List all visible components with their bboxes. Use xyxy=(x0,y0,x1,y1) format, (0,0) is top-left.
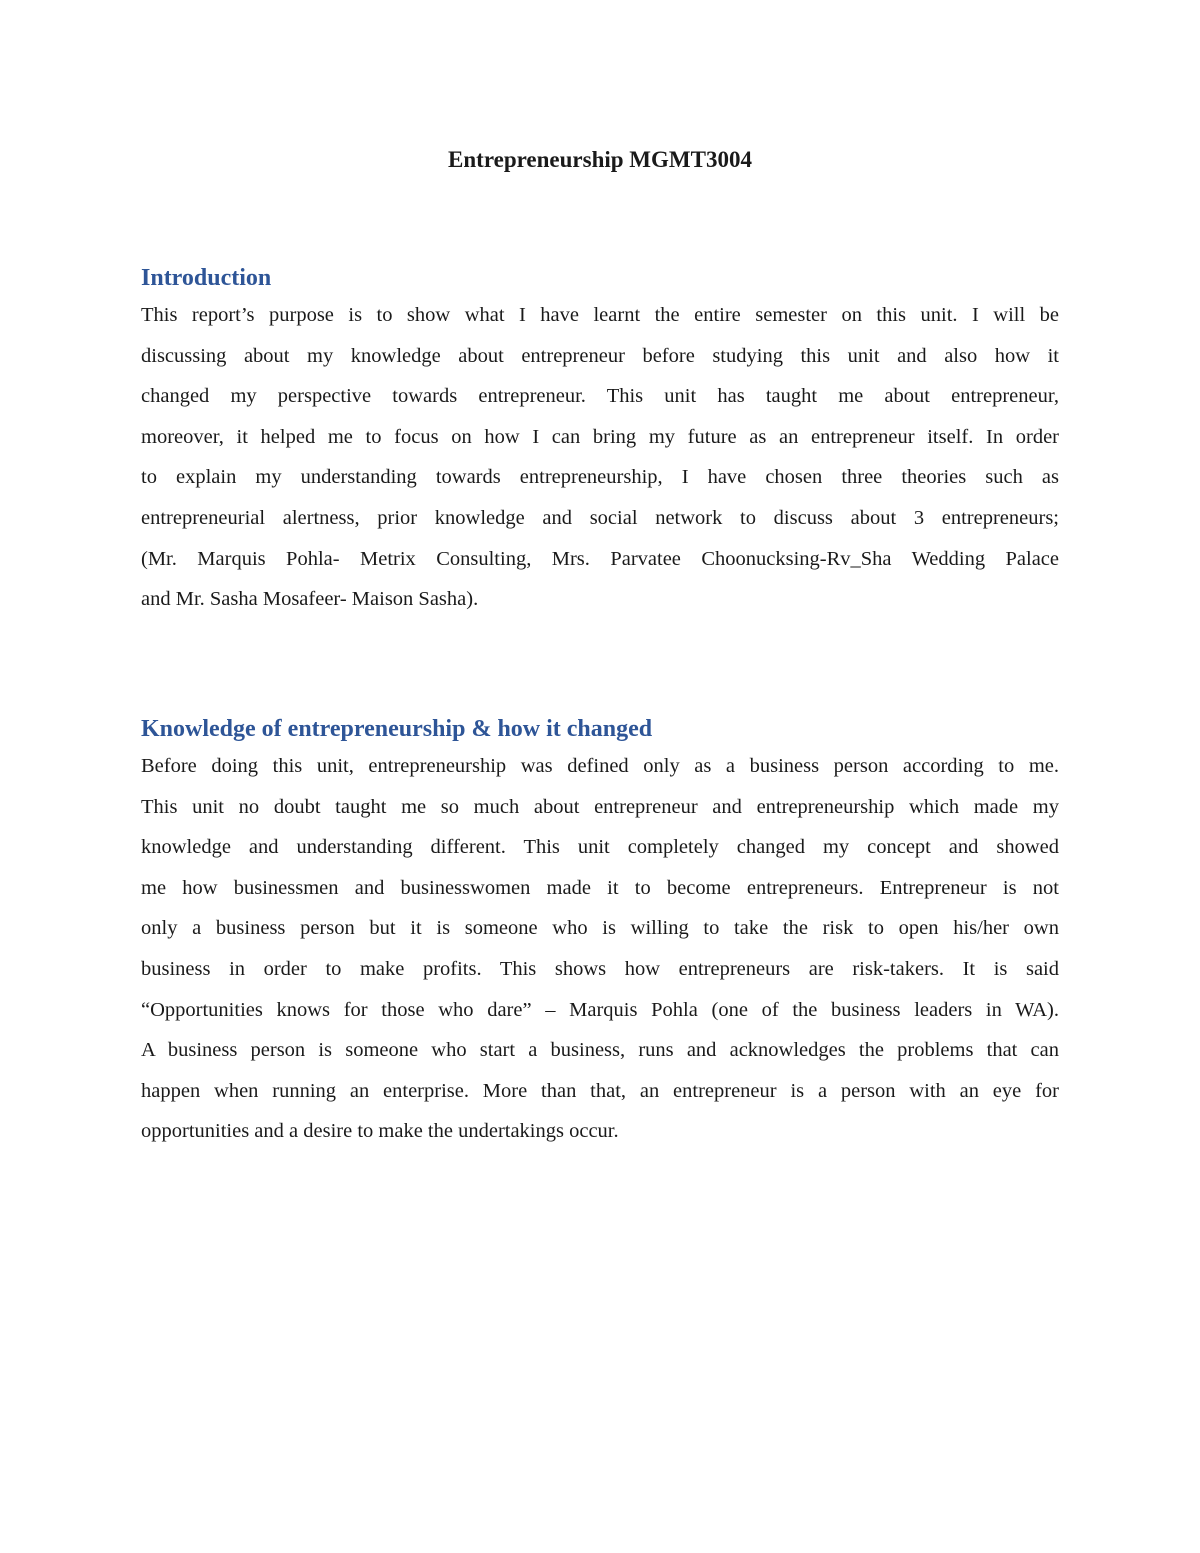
paragraph-line: knowledge and understanding different. This unit completely changed my concept and showed xyxy=(141,836,1059,859)
paragraph-line: happen when running an enterprise. More than that, an entrepreneur is a person with an eye for xyxy=(141,1079,1059,1102)
paragraph-line: business in order to make profits. This shows how entrepreneurs are risk-takers. It is said xyxy=(141,957,1059,980)
section-paragraph xyxy=(141,746,1059,1152)
paragraph-line: moreover, it helped me to focus on how I can bring my future as an entrepreneur itself. In order xyxy=(141,425,1059,448)
paragraph-line: only a business person but it is someone who is willing to take the risk to open his/her own xyxy=(141,917,1059,940)
paragraph-line: This report’s purpose is to show what I have learnt the entire semester on this unit. I will be xyxy=(141,304,1059,326)
paragraph-line: to explain my understanding towards entrepreneurship, I have chosen three theories such as xyxy=(141,466,1059,489)
paragraph-line: entrepreneurial alertness, prior knowledge and social network to discuss about 3 entrepreneurs; xyxy=(141,506,1059,529)
document-title: Entrepreneurship MGMT3004 xyxy=(448,147,752,172)
paragraph-line: me how businessmen and businesswomen made it to become entrepreneurs. Entrepreneur is not xyxy=(141,876,1059,899)
paragraph-line: changed my perspective towards entrepreneur. This unit has taught me about entrepreneur, xyxy=(141,385,1059,408)
paragraph-line: Before doing this unit, entrepreneurship was defined only as a business person according to me. xyxy=(141,755,1059,777)
section-heading: Knowledge of entrepreneurship & how it changed xyxy=(141,716,653,742)
paragraph-line: opportunities and a desire to make the undertakings occur. xyxy=(141,1120,619,1143)
section-knowledge xyxy=(141,712,1059,1152)
paragraph-line: (Mr. Marquis Pohla- Metrix Consulting, Mrs. Parvatee Choonucksing-Rv_Sha Wedding Palace xyxy=(141,547,1059,570)
paragraph-line: A business person is someone who start a business, runs and acknowledges the problems that can xyxy=(141,1039,1059,1062)
section-heading: Introduction xyxy=(141,265,272,291)
paragraph-line: discussing about my knowledge about entrepreneur before studying this unit and also how it xyxy=(141,344,1059,367)
section-paragraph xyxy=(141,295,1059,620)
paragraph-line: This unit no doubt taught me so much about entrepreneur and entrepreneurship which made my xyxy=(141,795,1059,818)
section-introduction xyxy=(141,261,1059,620)
paragraph-line: and Mr. Sasha Mosafeer- Maison Sasha). xyxy=(141,588,479,611)
paragraph-line: “Opportunities knows for those who dare” – Marquis Pohla (one of the business leaders in WA). xyxy=(141,998,1059,1021)
